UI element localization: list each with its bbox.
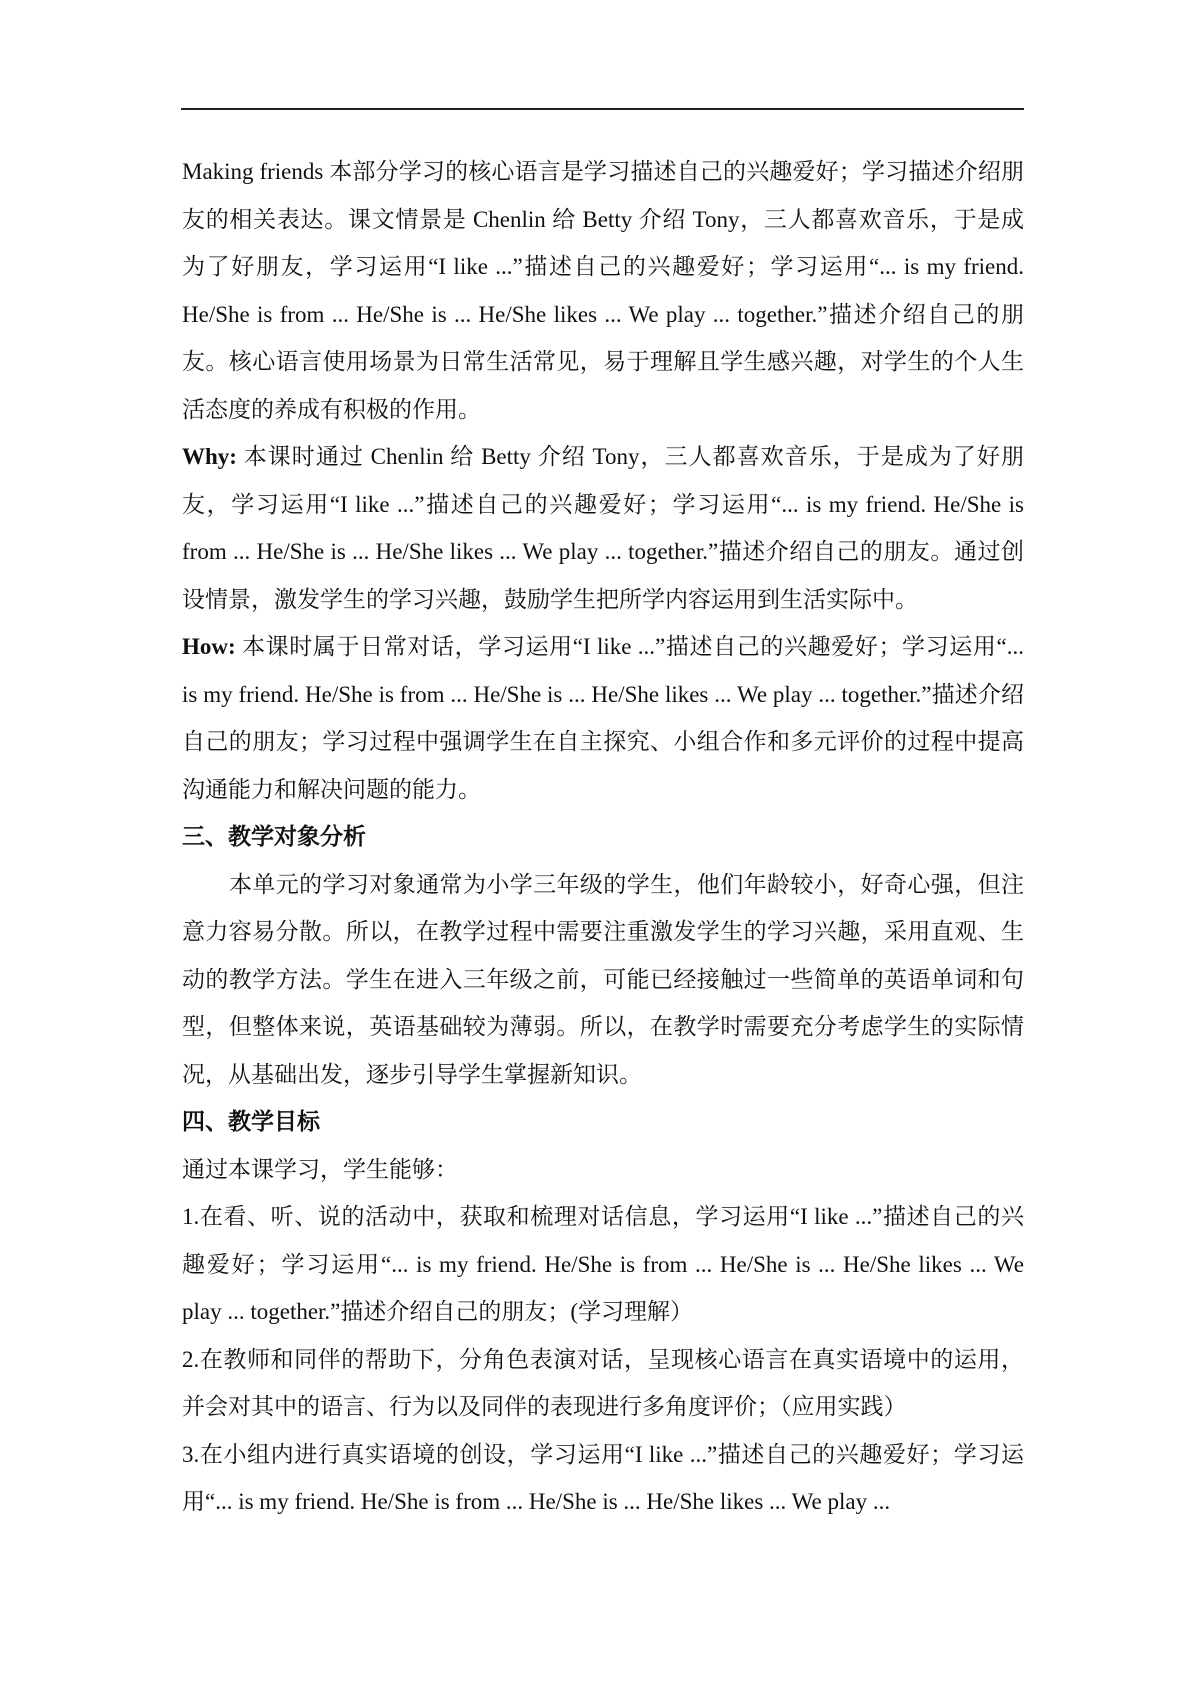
objectives-lead: 通过本课学习，学生能够：: [182, 1156, 458, 1182]
document-body: [182, 148, 1024, 1526]
objective-item: 1.在看、听、说的活动中，获取和梳理对话信息，学习运用“I like ...”描述自己的兴趣爱好；学习运用“... is my friend. He/She is from ... He/She is ... He/She likes ... We play ... together.”描述介绍自己的朋友；(学习理解）: [182, 1204, 1024, 1324]
how-label: How:: [182, 634, 236, 659]
intro-paragraph: Making friends 本部分学习的核心语言是学习描述自己的兴趣爱好；学习描述介绍朋友的相关表达。课文情景是 Chenlin 给 Betty 介绍 Tony，三人都喜欢音乐，于是成为了好朋友，学习运用“I like ...”描述自己的兴趣爱好；学习运用“... is my friend. He/She is from ... He/She is ... He/She likes ... We play ... together.”描述介绍自己的朋友。核心语言使用场景为日常生活常见，易于理解且学生感兴趣，对学生的个人生活态度的养成有积极的作用。: [182, 159, 1024, 422]
objective-item: 2.在教师和同伴的帮助下，分角色表演对话，呈现核心语言在真实语境中的运用，并会对其中的语言、行为以及同伴的表现进行多角度评价；（应用实践）: [182, 1346, 1024, 1419]
learner-analysis-paragraph: 本单元的学习对象通常为小学三年级的学生，他们年龄较小，好奇心强，但注意力容易分散。所以，在教学过程中需要注重激发学生的学习兴趣，采用直观、生动的教学方法。学生在进入三年级之前，可能已经接触过一些简单的英语单词和句型，但整体来说，英语基础较为薄弱。所以，在教学时需要充分考虑学生的实际情况，从基础出发，逐步引导学生掌握新知识。: [182, 871, 1024, 1087]
objective-item: 3.在小组内进行真实语境的创设，学习运用“I like ...”描述自己的兴趣爱好；学习运用“... is my friend. He/She is from ... He/She is ... He/She likes ... We play ...: [182, 1441, 1024, 1514]
how-text: 本课时属于日常对话，学习运用“I like ...”描述自己的兴趣爱好；学习运用“... is my friend. He/She is from ... He/She is ... He/She likes ... We play ... together.”描述介绍自己的朋友；学习过程中强调学生在自主探究、小组合作和多元评价的过程中提高沟通能力和解决问题的能力。: [182, 634, 1024, 802]
why-label: Why:: [182, 444, 237, 469]
section-heading-learner-analysis: 三、教学对象分析: [182, 824, 366, 849]
why-paragraph: [182, 433, 1024, 623]
section-heading-teaching-objectives: 四、教学目标: [182, 1109, 320, 1134]
why-text: 本课时通过 Chenlin 给 Betty 介绍 Tony，三人都喜欢音乐，于是成为了好朋友，学习运用“I like ...”描述自己的兴趣爱好；学习运用“... is my friend. He/She is from ... He/She is ... He/She likes ... We play ... together.”描述介绍自己的朋友。通过创设情景，激发学生的学习兴趣，鼓励学生把所学内容运用到生活实际中。: [182, 444, 1024, 612]
header-rule: [181, 108, 1024, 110]
how-paragraph: [182, 623, 1024, 813]
